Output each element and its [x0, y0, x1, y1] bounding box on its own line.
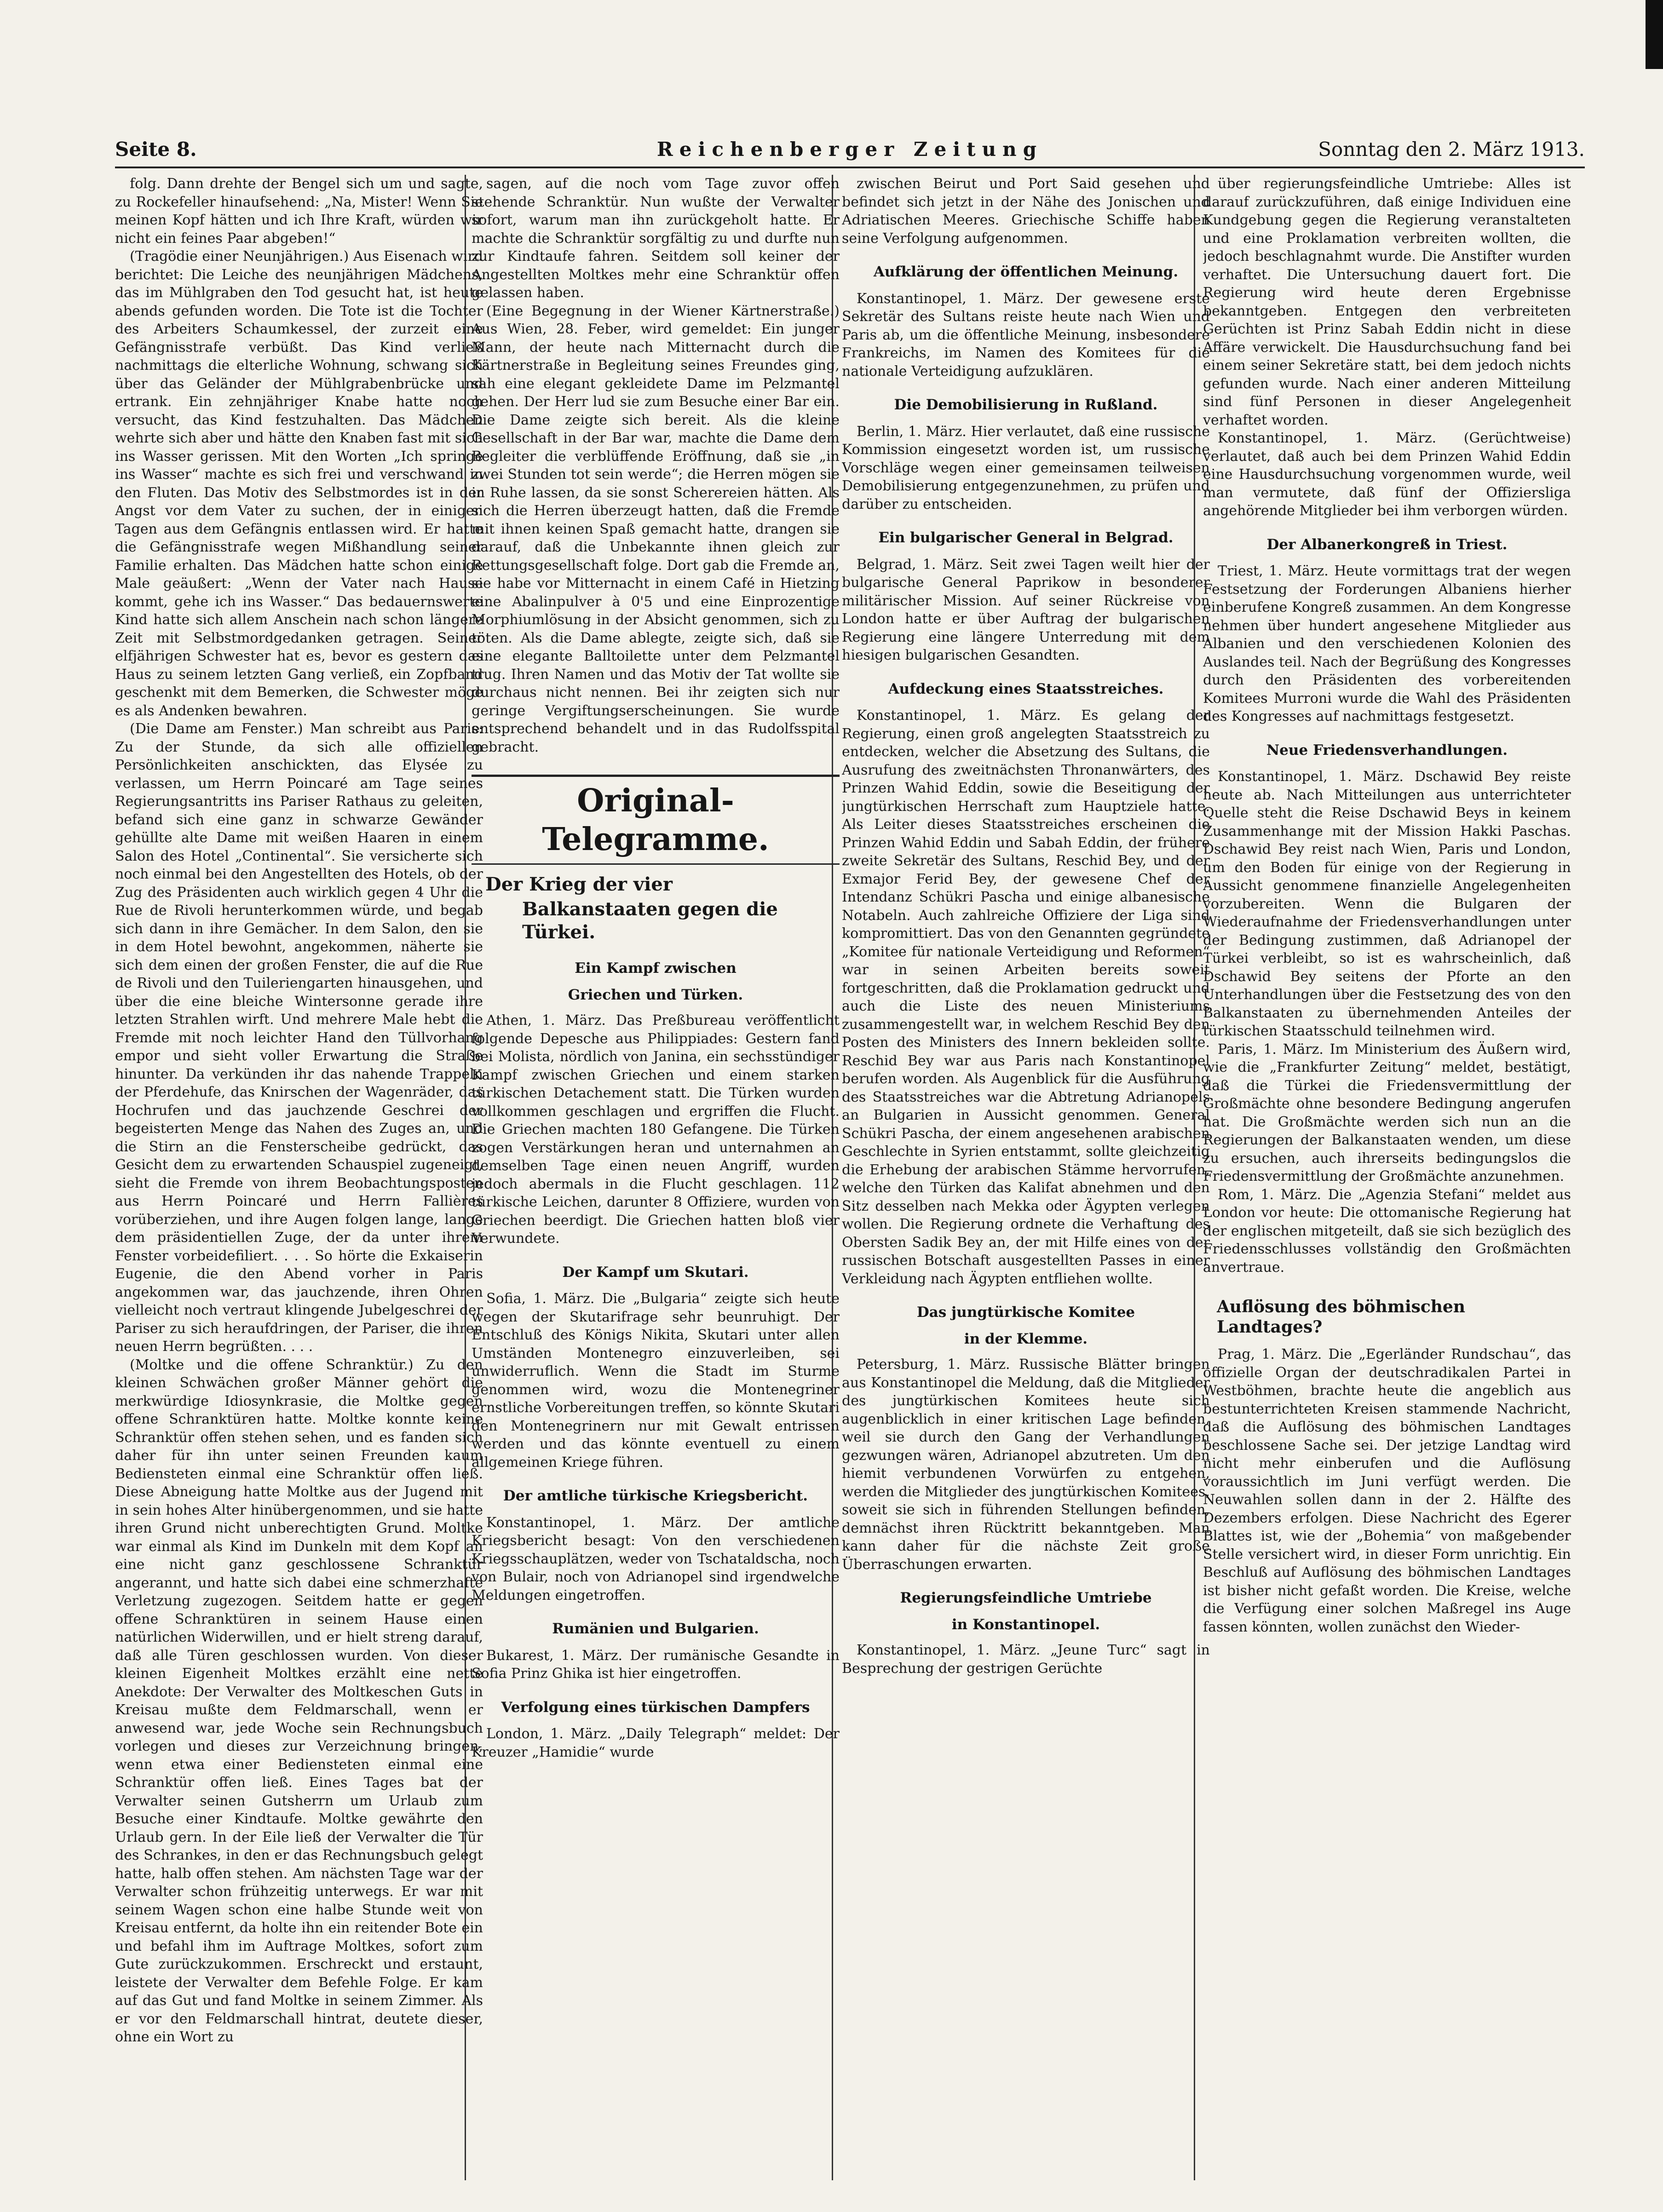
paragraph: (Moltke und die offene Schranktür.) Zu den kleinen Schwächen großer Männer gehört die merkwürdige Idiosynkrasie, die Moltke gegen offene Schranktüren hatte. Moltke konnte keine Schranktür offen stehen sehen, und es fanden sich daher für ihn unter seinen Freunden kaum Bediensteten einmal eine Schranktür offen ließ. Diese Abneigung hatte Moltke aus der Jugend mit in sein hohes Alter hinübergenommen, und sie hatte ihren Grund nicht unberechtigten Grund. Moltke war einmal als Kind im Dunkeln mit dem Kopf an eine nicht ganz geschlossene Schranktür angerannt, und hatte sich dabei eine schmerzhafte Verletzung zugezogen. Seitdem hatte er gegen offene Schranktüren in seinem Hause einen natürlichen Widerwillen, und er hielt streng darauf, daß alle Türen geschlossen wurden. Von dieser kleinen Eigenheit Moltkes erzählt eine nette Anekdote: Der Verwalter des Moltkeschen Guts in Kreisau mußte dem Feldmarschall, wenn er anwesend war, jede Woche sein Rechnungsbuch vorlegen und dieses zur Verzeichnung bringen, wenn etwa einer Bediensteten einmal eine Schranktür offen ließ. Eines Tages bat der Verwalter seinen Gutsherrn um Urlaub zum Besuche einer Kindtaufe. Moltke gewährte den Urlaub gern. In der Eile ließ der Verwalter die Tür des Schrankes, in den er das Rechnungsbuch gelegt hatte, halb offen stehen. Am nächsten Tage war der Verwalter schon frühzeitig unterwegs. Er war mit seinem Wagen schon eine halbe Stunde weit von Kreisau entfernt, da holte ihn ein reitender Bote ein und befahl ihm im Auftrage Moltkes, sofort zum Gute zurückzukommen. Erschreckt und erstaunt, leistete der Verwalter dem Befehle Folge. Er kam auf das Gut und fand Moltke in seinem Zimmer. Als er vor den Feldmarschall hintrat, deutete dieser, ohne ein Wort zu — [115, 1356, 483, 2045]
article-heading: Ein bulgarischer General in Belgrad. — [878, 529, 1174, 546]
masthead: Reichenberger Zeitung — [656, 138, 1043, 161]
paragraph: folg. Dann drehte der Bengel sich um und sagte, zu Rockefeller hinaufsehend: „Na, Mister! Wenn Sie meinen Kopf hätten und ich Ihre Kraft, würden wir nicht ein feines Paar abgeben!“ — [115, 176, 483, 247]
scan-corner-mark — [1646, 0, 1663, 69]
article-heading: Rumänien und Bulgarien. — [552, 1620, 759, 1637]
column-3 — [842, 175, 1210, 2180]
section-title-line2: Balkanstaaten gegen die Türkei. — [522, 898, 778, 943]
article-heading: in Konstantinopel. — [951, 1616, 1100, 1633]
paragraph: (Eine Begegnung in der Wiener Kärtnerstraße.) Aus Wien, 28. Feber, wird gemeldet: Ein junger Mann, der heute nach Mitternacht durch die Kärtnerstraße in Begleitung seines Freundes ging, sah eine elegant gekleidete Dame im Pelzmantel gehen. Der Herr lud sie zum Besuche einer Bar ein. Die Dame zeigte sich bereit. Als die kleine Gesellschaft in der Bar war, machte die Dame dem Begleiter die verblüffende Eröffnung, daß sie „in zwei Stunden tot sein werde“; die Herren mögen sie in Ruhe lassen, da sie sonst Scherereien hätten. Als sich die Herren überzeugt hatten, daß die Fremde mit ihnen keinen Spaß gemacht hatte, drangen sie darauf, daß die Unbekannte ihnen gleich zur Rettungsgesellschaft folge. Dort gab die Fremde an, sie habe vor Mitternacht in einem Café in Hietzing eine Abalinpulver à 0'5 und eine Einprozentige Morphiumlösung in der Absicht genommen, sich zu töten. Als die Dame ablegte, zeigte sich, daß sie eine elegante Balltoilette unter dem Pelzmantel trug. Ihren Namen und das Motiv der Tat wollte sie durchaus nicht nennen. Bei ihr zeigten sich nur geringe Vergiftungserscheinungen. Sie wurde entsprechend behandelt und in das Rudolfsspital gebracht. — [472, 303, 840, 755]
column-4 — [1203, 175, 1571, 2180]
paragraph: London, 1. März. „Daily Telegraph“ meldet: Der Kreuzer „Hamidie“ wurde — [472, 1726, 840, 1760]
article-heading: Der Albanerkongreß in Triest. — [1266, 536, 1508, 553]
paragraph: Petersburg, 1. März. Russische Blätter bringen aus Konstantinopel die Meldung, daß die Mitglieder des jungtürkischen Komitees heute sich augenblicklich in einer kritischen Lage befinden, weil sie durch den Gang der Verhandlungen gezwungen wären, Adrianopel abzutreten. Um den hiemit verbundenen Vorwürfen zu entgehen, werden die Mitglieder des jungtürkischen Komitees, soweit sie sich in führenden Stellungen befinden, demnächst ihren Rücktritt bekanntgeben. Man kann daher für die nächste Zeit große Überraschungen erwarten. — [842, 1356, 1210, 1573]
article-heading: in der Klemme. — [964, 1330, 1088, 1347]
page-header — [115, 138, 1585, 166]
article-heading: Griechen und Türken. — [568, 986, 743, 1003]
paragraph: Belgrad, 1. März. Seit zwei Tagen weilt hier der bulgarische General Paprikow in besonderer militärischer Mission. Auf seiner Rückreise von London hatte er über Auftrag der bulgarischen Regierung eine längere Unterredung mit dem hiesigen bulgarischen Gesandten. — [842, 556, 1210, 663]
paragraph: Konstantinopel, 1. März. Dschawid Bey reiste heute ab. Nach Mitteilungen aus unterrichteter Quelle steht die Reise Dschawid Beys in keinem Zusammenhange mit der Mission Hakki Paschas. Dschawid Bey reist nach Wien, Paris und London, um den Boden für einige von der Regierung in Aussicht genommene finanzielle Angelegenheiten vorzubereiten. Wenn die Bulgaren der Wiederaufnahme der Friedensverhandlungen unter der Bedingung zustimmen, daß Adrianopel der Türkei verbleibt, so ist es wahrscheinlich, daß Dschawid Bey seitens der Pforte an den Unterhandlungen über die Festsetzung des von den Balkanstaaten zu übernehmenden Anteiles der türkischen Staatsschuld teilnehmen wird. — [1203, 769, 1571, 1039]
paragraph: Konstantinopel, 1. März. (Gerüchtweise) verlautet, daß auch bei dem Prinzen Wahid Eddin eine Hausdurchsuchung vorgenommen wurde, weil man vermutete, daß fünf der Offiziersliga angehörende Mitglieder bei ihm verborgen würden. — [1203, 430, 1571, 519]
article-heading: Aufklärung der öffentlichen Meinung. — [873, 264, 1179, 280]
paragraph: Konstantinopel, 1. März. Es gelang der Regierung, einen groß angelegten Staatsstreich zu entdecken, welcher die Absetzung des Sultans, die Ausrufung des zweitnächsten Thronanwärters, des Prinzen Wahid Eddin, sowie die Beseitigung der jungtürkischen Herrschaft zum Hauptziele hatte. Als Leiter dieses Staatsstreiches erscheinen die Prinzen Wahid Eddin und Sabah Eddin, der frühere zweite Sekretär des Sultans, Reschid Bey, und der Exmajor Ferid Bey, der gewesene Chef der Intendanz Schükri Pascha und einige albanesische Notabeln. Auch zahlreiche Offiziere der Liga sind kompromittiert. Das von den Genannten gegründete „Komitee für nationale Verteidigung und Reformen“ war in seinen Arbeiten bereits soweit fortgeschritten, daß die Proklamation gedruckt und auch die Liste des neuen Ministeriums zusammengestellt war, in welchem Reschid Bey den Posten des Ministers des Innern bekleiden sollte. Reschid Bey war aus Paris nach Konstantinopel berufen worden. Als Augenblick für die Ausführung des Staatsstreiches war die Abtretung Adrianopels an Bulgarien in Aussicht genommen. General Schükri Pascha, der einem angesehenen arabischen Geschlechte in Syrien entstammt, sollte gleichzeitig die Erhebung der arabischen Stämme hervorrufen, welche den Türken das Kalifat abnehmen und den Sitz desselben nach Mekka oder Ägypten verlegen wollen. Die Regierung ordnete die Verhaftung des Obersten Sadik Bey an, der mit Hilfe eines von der russischen Botschaft ausgestellten Passes in einer Verkleidung nach Ägypten entfliehen wollte. — [842, 707, 1210, 1287]
issue-date: Sonntag den 2. März 1913. — [1318, 138, 1585, 161]
paragraph: Berlin, 1. März. Hier verlautet, daß eine russische Kommission eingesetzt worden ist, um russische Vorschläge wegen einer gemeinsamen teilweisen Demobilisierung entgegenzunehmen, zu prüfen und darüber zu entscheiden. — [842, 423, 1210, 512]
paragraph: Sofia, 1. März. Die „Bulgaria“ zeigte sich heute wegen der Skutarifrage sehr beunruhigt. Der Entschluß des Königs Nikita, Skutari unter allen Umständen Montenegro einzuverleiben, sei unwiderruflich. Wenn die Stadt im Sturme genommen wird, wozu die Montenegriner ernstliche Vorbereitungen treffen, so könnte Skutari den Montenegrinern nur mit Gewalt entrissen werden und das könnte eventuell zu einem allgemeinen Kriege führen. — [472, 1291, 840, 1471]
paragraph: Konstantinopel, 1. März. „Jeune Turc“ sagt in Besprechung der gestrigen Gerüchte — [842, 1642, 1210, 1677]
article-heading: Der Kampf um Skutari. — [562, 1264, 749, 1281]
article-heading: Das jungtürkische Komitee — [916, 1304, 1135, 1321]
paragraph: Triest, 1. März. Heute vormittags trat der wegen Festsetzung der Forderungen Albaniens hierher einberufene Kongreß zusammen. An dem Kongresse nehmen über hundert angesehene Mitglieder aus Albanien und den verschiedenen Kolonien des Auslandes teil. Nach der Begrüßung des Kongresses durch den Präsidenten des vorbereitenden Komitees Murroni wurde die Wahl des Präsidenten des Kongresses auf nachmittags festgesetzt. — [1203, 563, 1571, 724]
article-heading: Die Demobilisierung in Rußland. — [894, 396, 1158, 413]
article-heading: Verfolgung eines türkischen Dampfers — [501, 1699, 810, 1716]
paragraph: Athen, 1. März. Das Preßbureau veröffentlicht folgende Depesche aus Philippiades: Gestern fand bei Molista, nördlich von Janina, ein sechsstündiger Kampf zwischen Griechen und einem starken türkischen Detachement statt. Die Türken wurden vollkommen geschlagen und ergriffen die Flucht. Die Griechen machten 180 Gefangene. Die Türken zogen Verstärkungen heran und unternahmen an demselben Tage einen neuen Angriff, wurden jedoch abermals in die Flucht geschlagen. 112 türkische Leichen, darunter 8 Offiziere, wurden von Griechen beerdigt. Die Griechen hatten bloß vier Verwundete. — [472, 1012, 840, 1247]
article-heading: Auflösung des böhmischen Landtages? — [1217, 1297, 1466, 1337]
article-heading: Neue Friedensverhandlungen. — [1266, 741, 1508, 758]
article-heading: Der amtliche türkische Kriegsbericht. — [503, 1488, 808, 1504]
page-number: Seite 8. — [115, 138, 197, 161]
paragraph: Konstantinopel, 1. März. Der gewesene erste Sekretär des Sultans reiste heute nach Wien und Paris ab, um die öffentliche Meinung, insbesondere Frankreichs, im Namen des Komitees für die nationale Verteidigung aufzuklären. — [842, 290, 1210, 379]
article-heading: Ein Kampf zwischen — [575, 960, 737, 977]
section-title-line1: Der Krieg der vier — [485, 873, 673, 895]
paragraph: Paris, 1. März. Im Ministerium des Äußern wird, wie die „Frankfurter Zeitung“ meldet, bestätigt, daß die Türkei die Friedensvermittlung der Großmächte ohne besondere Bedingung angerufen hat. Die Großmächte werden sich nun an die Regierungen der Balkanstaaten wenden, um diese zu ersuchen, auch ihrerseits bedingungslos die Friedensvermittlung der Großmächte anzunehmen. — [1203, 1041, 1571, 1184]
paragraph: (Tragödie einer Neunjährigen.) Aus Eisenach wird berichtet: Die Leiche des neunjährigen Mädchens, das im Mühlgraben den Tod gesucht hat, ist heute abends gefunden worden. Die Tote ist die Tochter des Arbeiters Schaumkessel, der zurzeit eine Gefängnisstrafe verbüßt. Das Kind verließ nachmittags die elterliche Wohnung, schwang sich über das Geländer der Mühlgrabenbrücke und ertrank. Ein zehnjähriger Knabe hatte noch versucht, das Kind festzuhalten. Das Mädchen wehrte sich aber und hätte den Knaben fast mit sich ins Wasser gerissen. Mit den Worten „Ich springe ins Wasser“ machte es sich frei und verschwand in den Fluten. Das Motiv des Selbstmordes ist in der Angst vor dem Vater zu suchen, der in einigen Tagen aus dem Gefängnis entlassen wird. Er hatte die Gefängnisstrafe wegen Mißhandlung seiner Familie erhalten. Das Mädchen hatte schon einige Male geäußert: „Wenn der Vater nach Hause kommt, gehe ich ins Wasser.“ Das bedauernswerte Kind hatte sich allem Anschein nach schon längere Zeit mit Selbstmordgedanken getragen. Seiner elfjährigen Schwester hat es, bevor es gestern das Haus zu seinem letzten Gang verließ, ein Zopfband geschenkt mit dem Bemerken, die Schwester möge es als Andenken bewahren. — [115, 248, 483, 719]
header-rule — [115, 167, 1585, 168]
paragraph: Prag, 1. März. Die „Egerländer Rundschau“, das offizielle Organ der deutschradikalen Partei in Westböhmen, brachte heute die angeblich aus bestunterrichteten Kreisen stammende Nachricht, daß die Auflösung des böhmischen Landtages beschlossene Sache sei. Der jetzige Landtag wird nicht mehr einberufen und die Auflösung voraussichtlich im Juni verfügt werden. Die Neuwahlen sollen dann in der 2. Hälfte des Dezembers erfolgen. Diese Nachricht des Egerer Blattes ist, wie der „Bohemia“ von maßgebender Stelle versichert wird, in dieser Form unrichtig. Ein Beschluß auf Auflösung des böhmischen Landtages ist bisher nicht gefaßt worden. Die Kreise, welche die Verfügung einer solchen Maßregel ins Auge fassen könnten, wollen zunächst den Wieder- — [1203, 1346, 1571, 1635]
paragraph: Bukarest, 1. März. Der rumänische Gesandte in Sofia Prinz Ghika ist hier eingetroffen. — [472, 1647, 840, 1682]
column-2 — [472, 175, 840, 2180]
paragraph: sagen, auf die noch vom Tage zuvor offen stehende Schranktür. Nun wußte der Verwalter sofort, warum man ihn zurückgeholt hatte. Er machte die Schranktür sorgfältig zu und durfte nun zur Kindtaufe fahren. Seitdem soll keiner der Angestellten Moltkes mehr eine Schranktür offen gelassen haben. — [472, 176, 840, 301]
column-1 — [115, 175, 483, 2180]
article-heading: Aufdeckung eines Staatsstreiches. — [888, 680, 1164, 697]
paragraph: über regierungsfeindliche Umtriebe: Alles ist darauf zurückzuführen, daß einige Individuen eine Kundgebung gegen die Regierung veranstalteten und eine Proklamation verbreiten wollten, die jedoch beschlagnahmt wurde. Die Anstifter wurden verhaftet. Die Untersuchung dauert fort. Die Regierung wird heute deren Ergebnisse bekanntgeben. Entgegen den verbreiteten Gerüchten ist Prinz Sabah Eddin nicht in diese Affäre verwickelt. Die Hausdurchsuchung fand bei einem seiner Sekretäre statt, bei dem jedoch nichts gefunden wurde. Nach einer anderen Mitteilung sind fünf Personen in dieser Angelegenheit verhaftet worden. — [1203, 176, 1571, 428]
article-heading: Regierungsfeindliche Umtriebe — [900, 1590, 1152, 1606]
paragraph: zwischen Beirut und Port Said gesehen und befindet sich jetzt in der Nähe des Jonischen und Adriatischen Meeres. Griechische Schiffe haben seine Verfolgung aufgenommen. — [842, 176, 1210, 247]
telegrams-title: Original-Telegramme. — [472, 775, 840, 865]
paragraph: Rom, 1. März. Die „Agenzia Stefani“ meldet aus London vor heute: Die ottomanische Regierung hat der englischen mitgeteilt, daß sie sich bezüglich des Friedensschlusses vollständig den Großmächten anvertraue. — [1203, 1186, 1571, 1275]
paragraph: Konstantinopel, 1. März. Der amtliche Kriegsbericht besagt: Von den verschiedenen Kriegsschauplätzen, weder von Tschataldscha, noch von Bulair, noch von Adrianopel sind irgendwelche Meldungen eingetroffen. — [472, 1514, 840, 1603]
paragraph: (Die Dame am Fenster.) Man schreibt aus Paris: Zu der Stunde, da sich alle offiziellen Persönlichkeiten anschickten, das Elysée zu verlassen, um Herrn Poincaré am Tage seines Regierungsantritts ins Pariser Rathaus zu geleiten, befand sich eine ganz in schwarze Gewänder gehüllte alte Dame mit weißen Haaren in einem Salon des Hotel „Continental“. Sie versicherte sich noch einmal bei den Angestellten des Hotels, ob der Zug des Präsidenten auch wirklich gegen 4 Uhr die Rue de Rivoli herunterkommen würde, und begab sich dann in ihre Gemächer. In dem Salon, den sie in dem Hotel bewohnt, angekommen, näherte sie sich dem einen der großen Fenster, die auf die Rue de Rivoli und den Tuileriengarten hinausgehen, und über die eine bleiche Wintersonne gerade ihre letzten Strahlen wirft. Und mehrere Male hebt die Fremde mit noch leichter Hand den Tüllvorhang empor und sieht voller Erwartung die Straße hinunter. Da verkünden ihr das nahende Trappeln der Pferdehufe, das Knirschen der Wagenräder, das Hochrufen und das jauchzende Geschrei der begeisterten Menge das Nahen des Zuges an, und die Stirn an die Fensterscheibe gedrückt, das Gesicht dem zu erwartenden Schauspiel zugeneigt, sieht die Fremde von ihrem Beobachtungsposten aus Herrn Poincaré und Herrn Fallières vorüberziehen, und ihre Augen folgen lange, lange dem präsidentiellen Zuge, der da unter ihrem Fenster vorbeidefiliert. . . . So hörte die Exkaiserin Eugenie, die den Abend vorher in Paris angekommen war, das jauchzende, ihren Ohren vielleicht noch vertraut klingende Jubelgeschrei der Pariser zu sich heraufdringen, der Pariser, die ihren neuen Herrn begrüßten. . . . — [115, 721, 483, 1355]
